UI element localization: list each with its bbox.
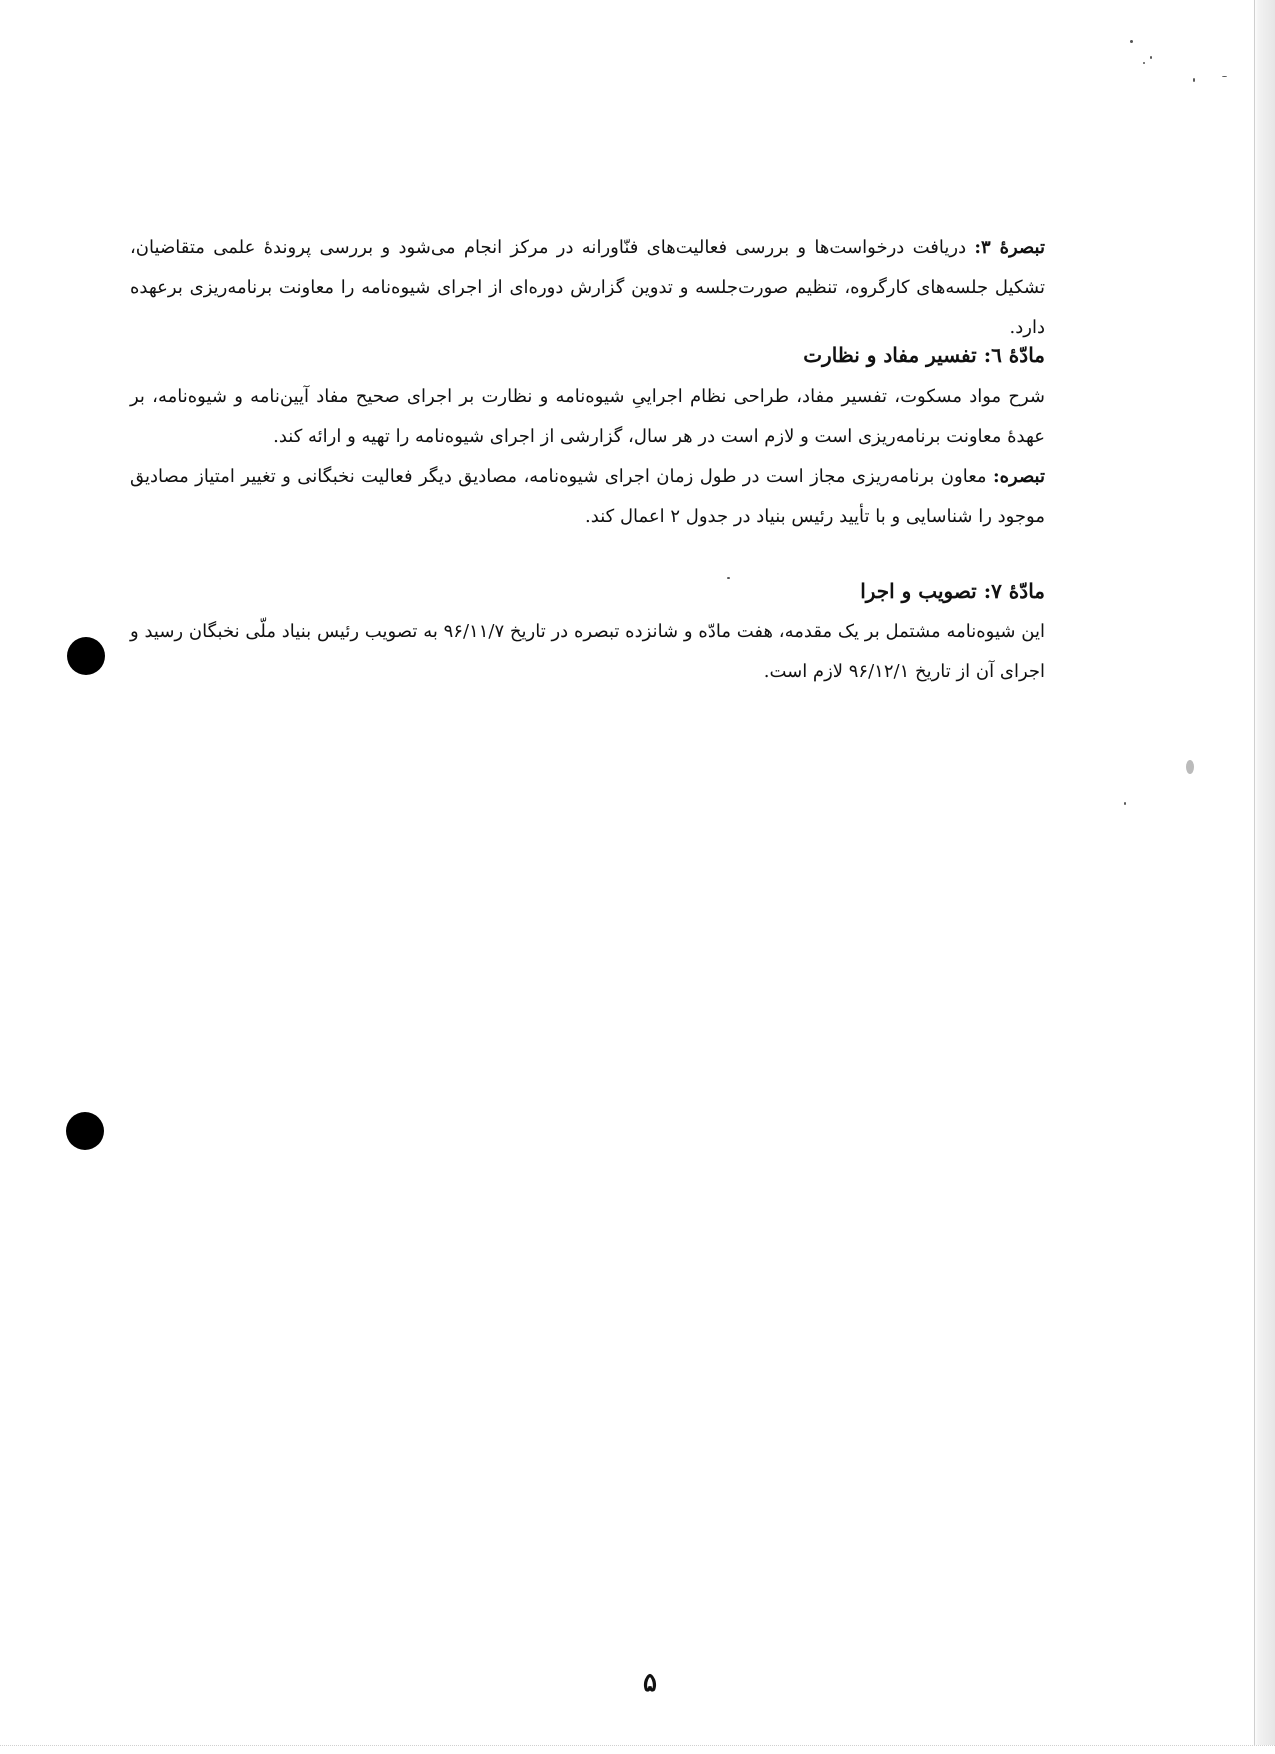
scan-speck xyxy=(1222,76,1227,77)
article-6-body-block xyxy=(130,377,1045,537)
note-3-text: دریافت درخواست‌ها و بررسی فعالیت‌های فنّاورانه در مرکز انجام می‌شود و بررسی پروندهٔ علمی متقاضیان، تشکیل جلسه‌های کارگروه، تنظیم صورت‌جلسه و تدوین گزارش دوره‌ای از اجرای شیوه‌نامه را معاونت برنامه‌ریزی برعهده دارد. xyxy=(130,237,1045,338)
scan-speck xyxy=(1130,40,1133,43)
article-6-heading: مادّهٔ ٦: تفسیر مفاد و نظارت xyxy=(803,343,1045,367)
scan-edge xyxy=(1253,0,1275,1754)
page-number: ۵ xyxy=(643,1668,657,1698)
article-7-block xyxy=(130,576,1045,606)
scan-speck xyxy=(1150,56,1152,59)
punch-hole xyxy=(66,1112,104,1150)
article-6-note xyxy=(130,457,1045,537)
article-7-body-block xyxy=(130,612,1045,692)
article-6-note-text: معاون برنامه‌ریزی مجاز است در طول زمان اجرای شیوه‌نامه، مصادیق دیگر فعالیت نخبگانی و تغییر امتیاز مصادیق موجود را شناسایی و با تأیید رئیس بنیاد در جدول ۲ اعمال کند. xyxy=(130,466,1045,527)
scan-speck xyxy=(1143,62,1145,64)
bottom-edge xyxy=(0,1745,1275,1754)
note-3-paragraph xyxy=(130,228,1045,348)
article-6-note-label: تبصره: xyxy=(992,466,1045,487)
article-6-body: شرح مواد مسکوت، تفسیر مفاد، طراحی نظام اجراییِ شیوه‌نامه و نظارت بر اجرای صحیح مفاد آیین‌نامه و شیوه‌نامه، بر عهدهٔ معاونت برنامه‌ریزی است و لازم است در هر سال، گزارشی از اجرای شیوه‌نامه را تهیه و ارائه کند. xyxy=(130,386,1045,447)
note-3-block xyxy=(130,228,1045,348)
scan-speck xyxy=(1124,802,1126,805)
note-3-label: تبصرهٔ ۳: xyxy=(974,237,1045,258)
article-7-body: این شیوه‌نامه مشتمل بر یک مقدمه، هفت مادّه و شانزده تبصره در تاریخ ۹۶/۱۱/۷ به تصویب رئیس بنیاد ملّی نخبگان رسید و اجرای آن از تاریخ ۹۶/۱۲/۱ لازم است. xyxy=(130,621,1045,682)
article-6-block xyxy=(130,340,1045,370)
scan-speck xyxy=(1186,760,1194,774)
article-7-heading: مادّهٔ ۷: تصویب و اجرا xyxy=(860,579,1045,603)
punch-hole xyxy=(67,637,105,675)
scan-edge-line xyxy=(1254,0,1255,1754)
scan-speck xyxy=(1193,78,1195,82)
